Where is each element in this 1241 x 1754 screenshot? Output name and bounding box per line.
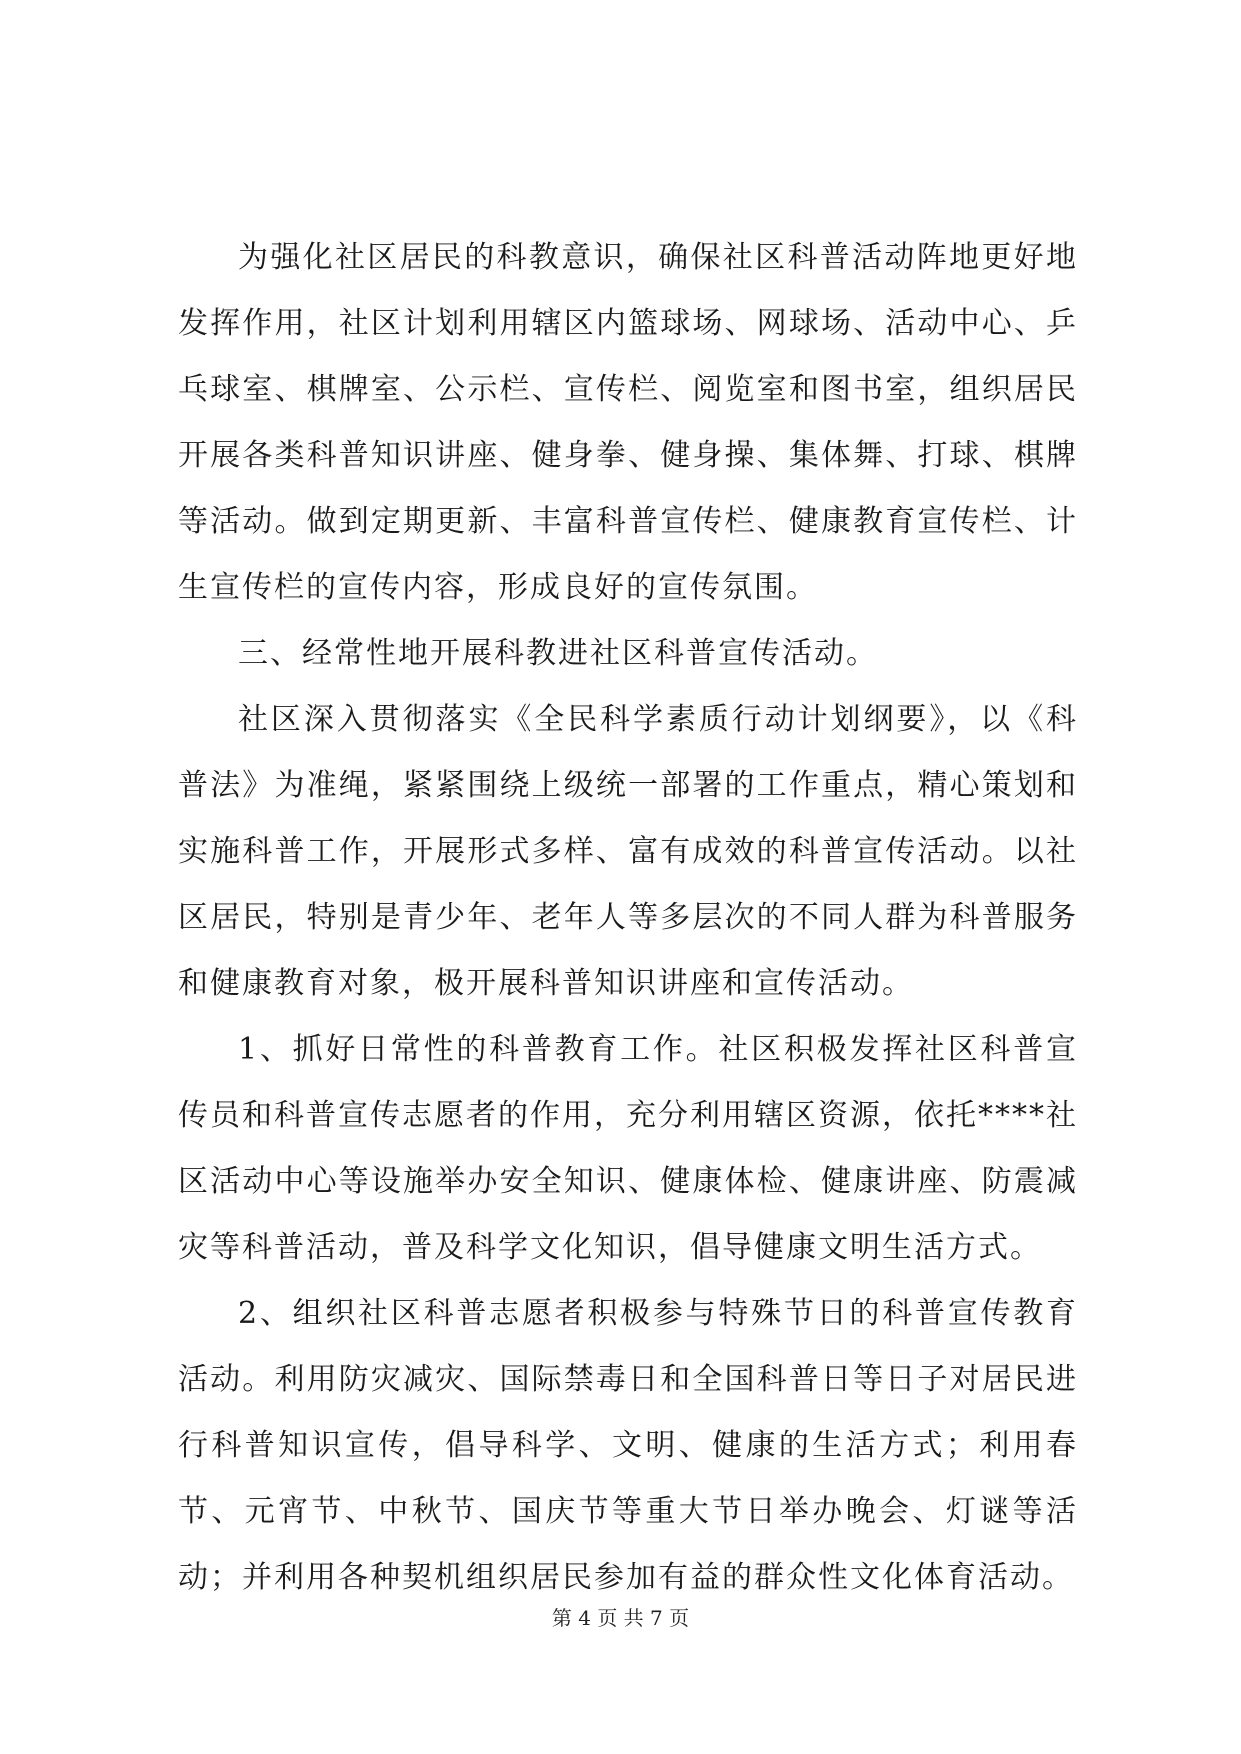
document-body — [178, 225, 1078, 1611]
paragraph-item-2: 2、组织社区科普志愿者积极参与特殊节日的科普宣传教育活动。利用防灾减灾、国际禁毒日和全国科普日等日子对居民进行科普知识宣传，倡导科学、文明、健康的生活方式；利用春节、元宵节、中秋节、国庆节等重大节日举办晚会、灯谜等活动；并利用各种契机组织居民参加有益的群众性文化体育活动。 — [178, 1296, 1078, 1595]
section-heading-3: 三、经常性地开展科教进社区科普宣传活动。 — [238, 636, 878, 671]
page-number-footer: 第 4 页 共 7 页 — [551, 1606, 690, 1630]
paragraph-2: 社区深入贯彻落实《全民科学素质行动计划纲要》，以《科普法》为准绳，紧紧围绕上级统一部署的工作重点，精心策划和实施科普工作，开展形式多样、富有成效的科普宣传活动。以社区居民，特别是青少年、老年人等多层次的不同人群为科普服务和健康教育对象，极开展科普知识讲座和宣传活动。 — [178, 702, 1078, 1001]
paragraph-item-1: 1、抓好日常性的科普教育工作。社区积极发挥社区科普宣传员和科普宣传志愿者的作用，充分利用辖区资源，依托****社区活动中心等设施举办安全知识、健康体检、健康讲座、防震减灾等科普活动，普及科学文化知识，倡导健康文明生活方式。 — [178, 1032, 1078, 1265]
paragraph-1: 为强化社区居民的科教意识，确保社区科普活动阵地更好地发挥作用，社区计划利用辖区内篮球场、网球场、活动中心、乒乓球室、棋牌室、公示栏、宣传栏、阅览室和图书室，组织居民开展各类科普知识讲座、健身拳、健身操、集体舞、打球、棋牌等活动。做到定期更新、丰富科普宣传栏、健康教育宣传栏、计生宣传栏的宣传内容，形成良好的宣传氛围。 — [178, 240, 1078, 605]
